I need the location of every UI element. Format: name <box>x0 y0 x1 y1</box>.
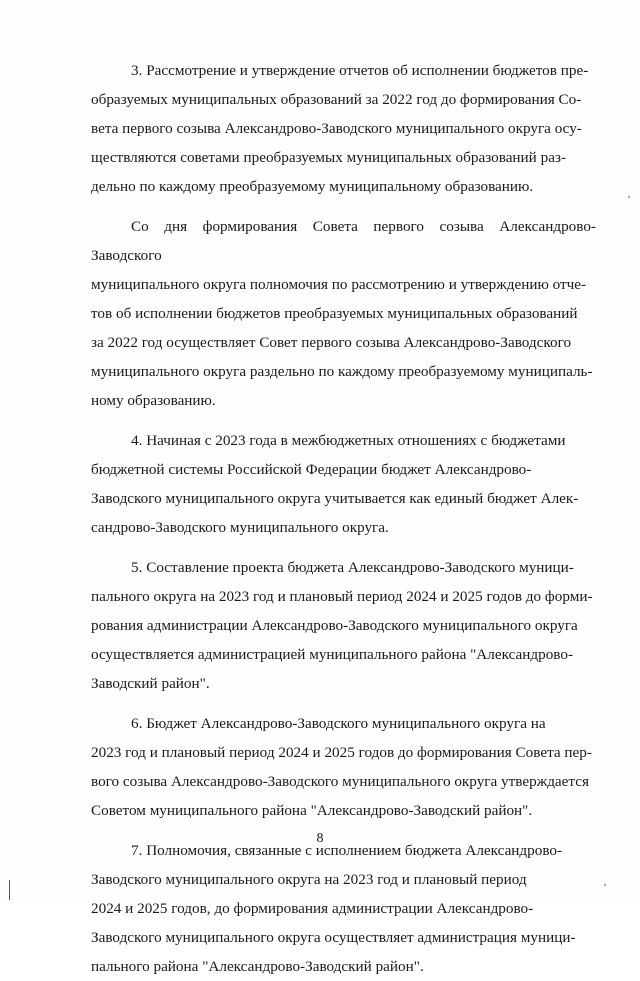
scan-speck <box>628 196 630 198</box>
paragraph-item-5-budget-draft: 5. Составление проекта бюджета Александрово-Заводского муници- пального округа на 2023 год и плановый период 2024 и 2025 годов до форми- рования администрации Александрово-Заводского муниципального округа осуществляется администрацией муниципального района "Александрово- Заводский район". <box>91 559 593 692</box>
page-number: 8 <box>316 831 324 846</box>
scan-edge-mark <box>9 880 10 900</box>
paragraph-item-7-budget-execution: 7. Полномочия, связанные с исполнением бюджета Александрово- Заводского муниципального округа на 2023 год и плановый период 2024 и 2025 годов, до формирования администрации Александрово- Заводского муниципального округа осуществляет администрация муници- пального района "Александрово-Заводский район". <box>91 842 576 975</box>
paragraph-item-3-reports: 3. Рассмотрение и утверждение отчетов об исполнении бюджетов пре- образуемых муниципальных образований за 2022 год до формирования Со- вета первого созыва Александрово-Заводского муниципального округа осу- ществляются советами преобразуемых муниципальных образований раз- дельно по каждому преобразуемому муниципальному образованию. <box>91 62 589 195</box>
paragraph-item-6-budget-approval: 6. Бюджет Александрово-Заводского муниципального округа на 2023 год и плановый период 2024 и 2025 годов до формирования Совета пер- вого созыва Александрово-Заводского муниципального округа утверждается Советом муниципального района "Александрово-Заводский район". <box>91 715 592 819</box>
paragraph-council-powers: Со дня формирования Совета первого созыва Александрово-Заводского муниципального округа полномочия по рассмотрению и утверждению отче- тов об исполнении бюджетов преобразуемых муниципальных образований за 2022 год осуществляет Совет первого созыва Александрово-Заводского муниципального округа раздельно по каждому преобразуемому муниципаль- ному образованию. <box>91 218 596 409</box>
scan-speck <box>604 884 606 886</box>
paragraph-item-4-single-budget: 4. Начиная с 2023 года в межбюджетных отношениях с бюджетами бюджетной системы Российской Федерации бюджет Александрово- Заводского муниципального округа учитывается как единый бюджет Алек- сандрово-Заводского муниципального округа. <box>91 432 579 536</box>
